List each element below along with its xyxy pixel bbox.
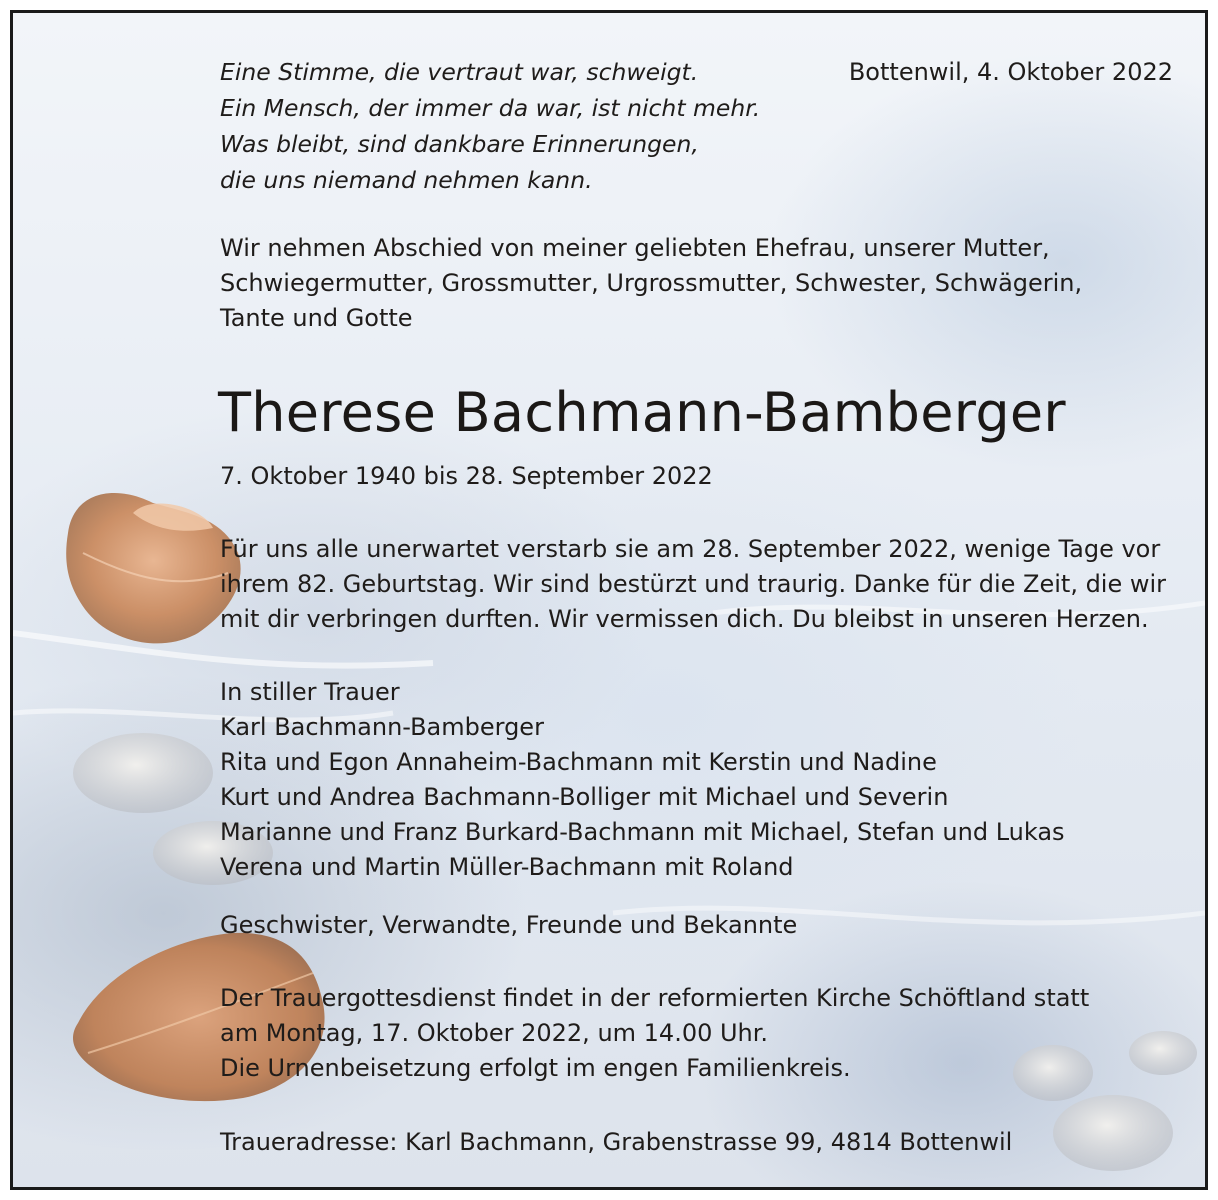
poem-line: Eine Stimme, die vertraut war, schweigt. <box>220 58 699 86</box>
mourner-name: Kurt und Andrea Bachmann-Bolliger mit Michael und Severin <box>220 783 949 811</box>
farewell-line: Wir nehmen Abschied von meiner geliebten Ehefrau, unserer Mutter, <box>220 234 1050 262</box>
mourners-intro: In stiller Trauer <box>220 678 400 706</box>
deceased-name: Therese Bachmann-Bamberger <box>218 381 1066 444</box>
mourners-list <box>220 675 1065 885</box>
service-line: Die Urnenbeisetzung erfolgt im engen Familienkreis. <box>220 1054 851 1082</box>
place-date: Bottenwil, 4. Oktober 2022 <box>848 58 1173 86</box>
farewell-line: Tante und Gotte <box>220 304 413 332</box>
message-line: mit dir verbringen durften. Wir vermissen dich. Du bleibst in unseren Herzen. <box>220 605 1149 633</box>
mourner-name: Rita und Egon Annaheim-Bachmann mit Kerstin und Nadine <box>220 748 937 776</box>
poem-line: Ein Mensch, der immer da war, ist nicht mehr. <box>220 94 761 122</box>
poem-line: Was bleibt, sind dankbare Erinnerungen, <box>220 130 699 158</box>
mourning-address: Traueradresse: Karl Bachmann, Grabenstrasse 99, 4814 Bottenwil <box>220 1128 1013 1156</box>
mourner-name: Verena und Martin Müller-Bachmann mit Roland <box>220 853 794 881</box>
service-line: am Montag, 17. Oktober 2022, um 14.00 Uhr. <box>220 1019 769 1047</box>
service-info <box>220 981 1089 1086</box>
poem-line: die uns niemand nehmen kann. <box>220 166 593 194</box>
message-text <box>220 532 1166 637</box>
farewell-text <box>220 231 1082 336</box>
message-line: ihrem 82. Geburtstag. Wir sind bestürzt und traurig. Danke für die Zeit, die wir <box>220 570 1167 598</box>
obituary-frame <box>10 10 1208 1190</box>
farewell-line: Schwiegermutter, Grossmutter, Urgrossmutter, Schwester, Schwägerin, <box>220 269 1083 297</box>
service-line: Der Trauergottesdienst findet in der reformierten Kirche Schöftland statt <box>220 984 1090 1012</box>
life-dates: 7. Oktober 1940 bis 28. September 2022 <box>220 462 713 490</box>
message-line: Für uns alle unerwartet verstarb sie am 28. September 2022, wenige Tage vor <box>220 535 1161 563</box>
obituary-content <box>13 13 1208 1190</box>
poem <box>220 54 760 198</box>
mourner-name: Marianne und Franz Burkard-Bachmann mit Michael, Stefan und Lukas <box>220 818 1065 846</box>
mourners-others: Geschwister, Verwandte, Freunde und Bekannte <box>220 911 798 939</box>
mourner-name: Karl Bachmann-Bamberger <box>220 713 544 741</box>
